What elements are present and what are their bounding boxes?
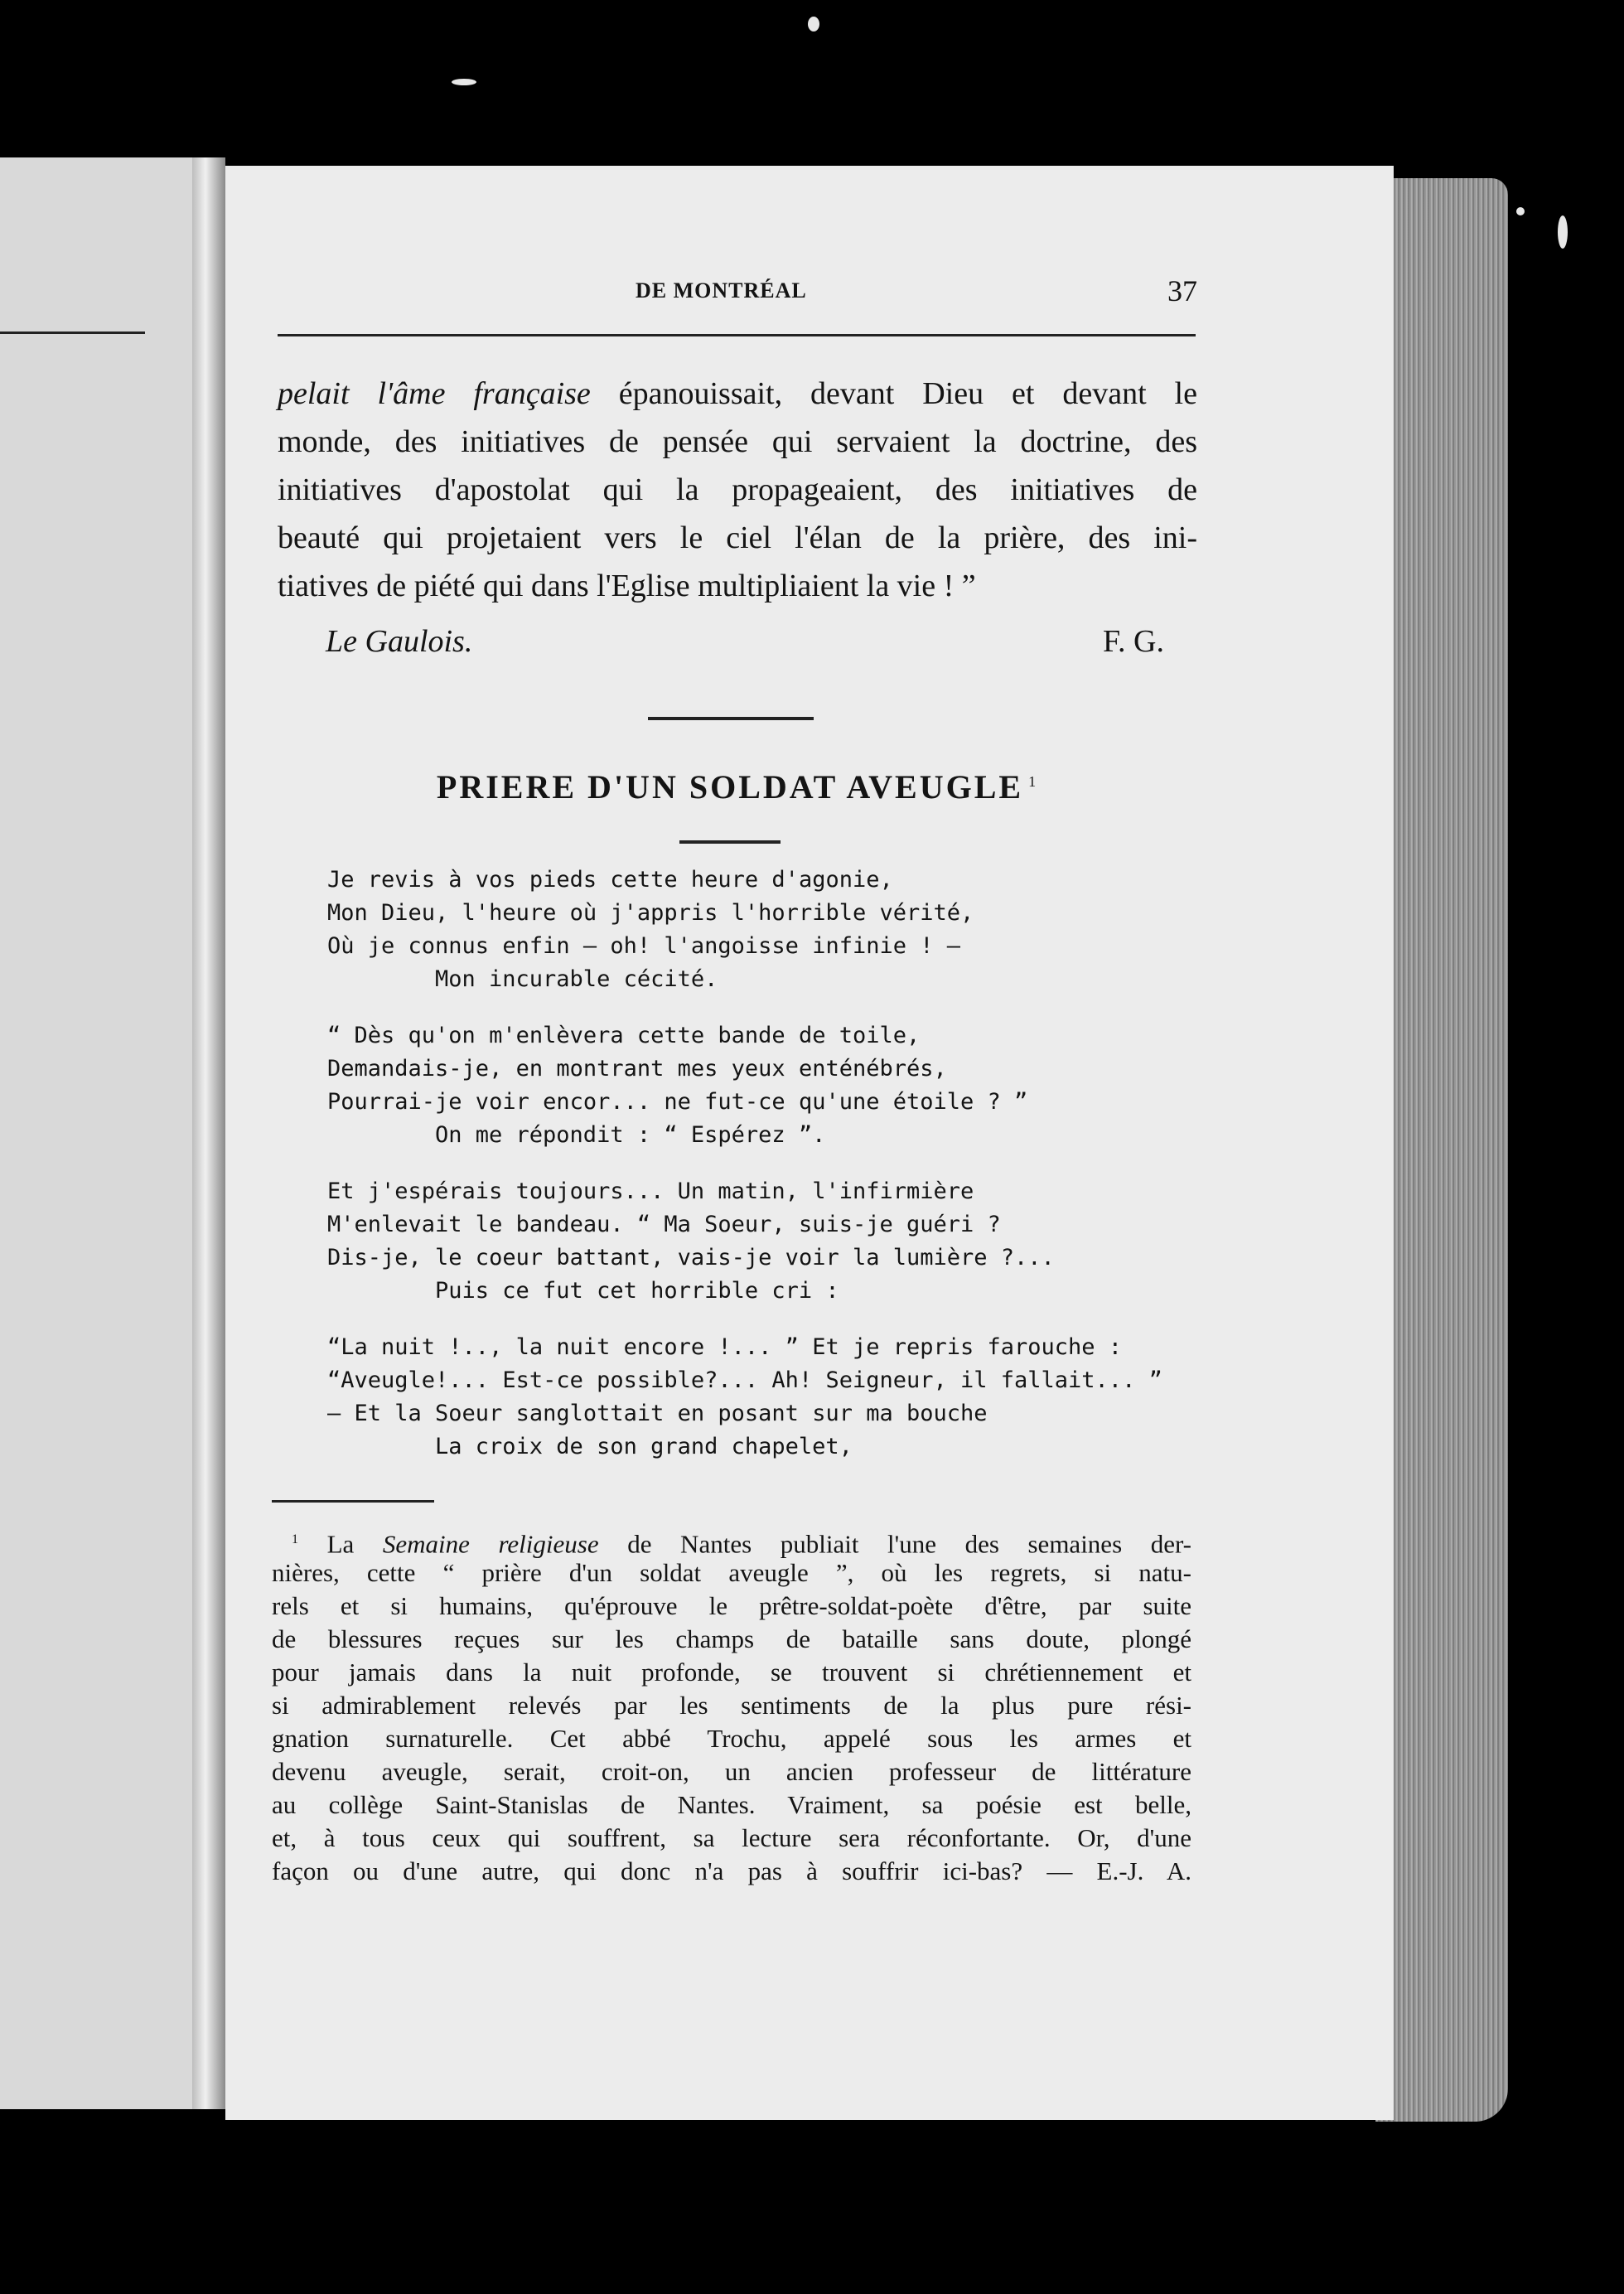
dust-speck [808,17,819,31]
body-line: initiatives d'apostolat qui la propageaient, des initiatives de [278,472,1197,507]
verse: Puis ce fut cet horrible cri : [435,1278,839,1304]
dust-speck [452,79,476,85]
footnote-line: si admirablement relevés par les sentiments de la plus pure rési- [272,1691,1191,1720]
section-separator [648,717,814,720]
footnote-line: façon ou d'une autre, qui donc n'a pas à souffrir ici-bas? — E.-J. A. [272,1856,1191,1885]
body-line: beauté qui projetaient vers le ciel l'élan de la prière, des ini- [278,520,1197,555]
stanza [327,1175,1156,1308]
verse: On me répondit : “ Espérez ”. [435,1122,826,1148]
footnote-line [272,1523,1192,1559]
verse: Où je connus enfin — oh! l'angoisse infinie ! — [327,933,961,959]
page-edges [1375,178,1508,2122]
footnote-line: rels et si humains, qu'éprouve le prêtre-soldat-poète d'être, par suite [272,1591,1191,1620]
header-rule [278,334,1196,336]
article-ending [278,370,1197,610]
dust-speck [1558,215,1568,249]
verse: “La nuit !.., la nuit encore !... ” Et je repris farouche : [327,1334,1123,1360]
stanza [327,1331,1162,1464]
footnote-text: de Nantes publiait l'une des semaines der- [627,1529,1192,1559]
footnote-number: 1 [292,1532,298,1546]
verse: “Aveugle!... Est-ce possible?... Ah! Seigneur, il fallait... ” [327,1367,1162,1393]
left-page [0,157,192,2109]
stanza [327,1019,1156,1152]
verse: Dis-je, le coeur battant, vais-je voir la lumière ?... [327,1245,1055,1270]
body-line [278,370,1197,418]
footnote-line: gnation surnaturelle. Cet abbé Trochu, appelé sous les armes et [272,1724,1191,1753]
italic-phrase: pelait l'âme française [278,376,591,411]
verse: Mon incurable cécité. [435,966,718,992]
footnote-line: devenu aveugle, serait, croit-on, un ancien professeur de littérature [272,1757,1191,1786]
verse: Demandais-je, en montrant mes yeux enténébrés, [327,1056,947,1082]
body-line: tiatives de piété qui dans l'Eglise multipliaient la vie ! ” [278,569,976,603]
verse: Et j'espérais toujours... Un matin, l'infirmière [327,1178,974,1204]
verse: Je revis à vos pieds cette heure d'agonie, [327,867,893,893]
verse: Mon Dieu, l'heure où j'appris l'horrible vérité, [327,900,974,926]
poem-title [278,767,1197,806]
signoff [278,623,1164,671]
verse: Pourrai-je voir encor... ne fut-ce qu'une étoile ? ” [327,1089,1028,1115]
footnote-rule [272,1500,434,1503]
author-initials: F. G. [1102,624,1164,659]
book-gutter [192,157,225,2109]
stanza [327,864,1156,996]
verse: M'enlevait le bandeau. “ Ma Soeur, suis-je guéri ? [327,1212,1001,1237]
running-title: DE MONTRÉAL [636,278,807,302]
footnote-line: au collège Saint-Stanislas de Nantes. Vraiment, sa poésie est belle, [272,1790,1191,1819]
body-line-text: épanouissait, devant Dieu et devant le [618,376,1197,411]
page-number: 37 [1167,274,1197,307]
dust-speck [1516,207,1525,215]
body-line: monde, des initiatives de pensée qui servaient la doctrine, des [278,424,1197,459]
footnote [272,1523,1191,1888]
poem [327,864,1162,1487]
footnote-mark: 1 [1028,772,1039,790]
verse: La croix de son grand chapelet, [435,1434,853,1459]
footnote-line: nières, cette “ prière d'un soldat aveugle ”, où les regrets, si natu- [272,1558,1191,1587]
book-shadow [1508,174,1624,2130]
poem-title-text: PRIERE D'UN SOLDAT AVEUGLE [436,768,1024,806]
verse: “ Dès qu'on m'enlèvera cette bande de toile, [327,1023,921,1048]
footnote-line: de blessures reçues sur les champs de bataille sans doute, plongé [272,1624,1191,1653]
footnote-line: et, à tous ceux qui souffrent, sa lecture sera réconfortante. Or, d'une [272,1823,1191,1852]
left-page-rule [0,332,145,334]
publication-name: Semaine religieuse [382,1529,599,1559]
source-name: Le Gaulois. [326,624,473,659]
running-header [278,273,1197,323]
footnote-text: La [326,1529,355,1559]
verse: — Et la Soeur sanglottait en posant sur ma bouche [327,1401,988,1426]
title-underline [679,840,781,844]
footnote-line: pour jamais dans la nuit profonde, se trouvent si chrétiennement et [272,1658,1191,1687]
